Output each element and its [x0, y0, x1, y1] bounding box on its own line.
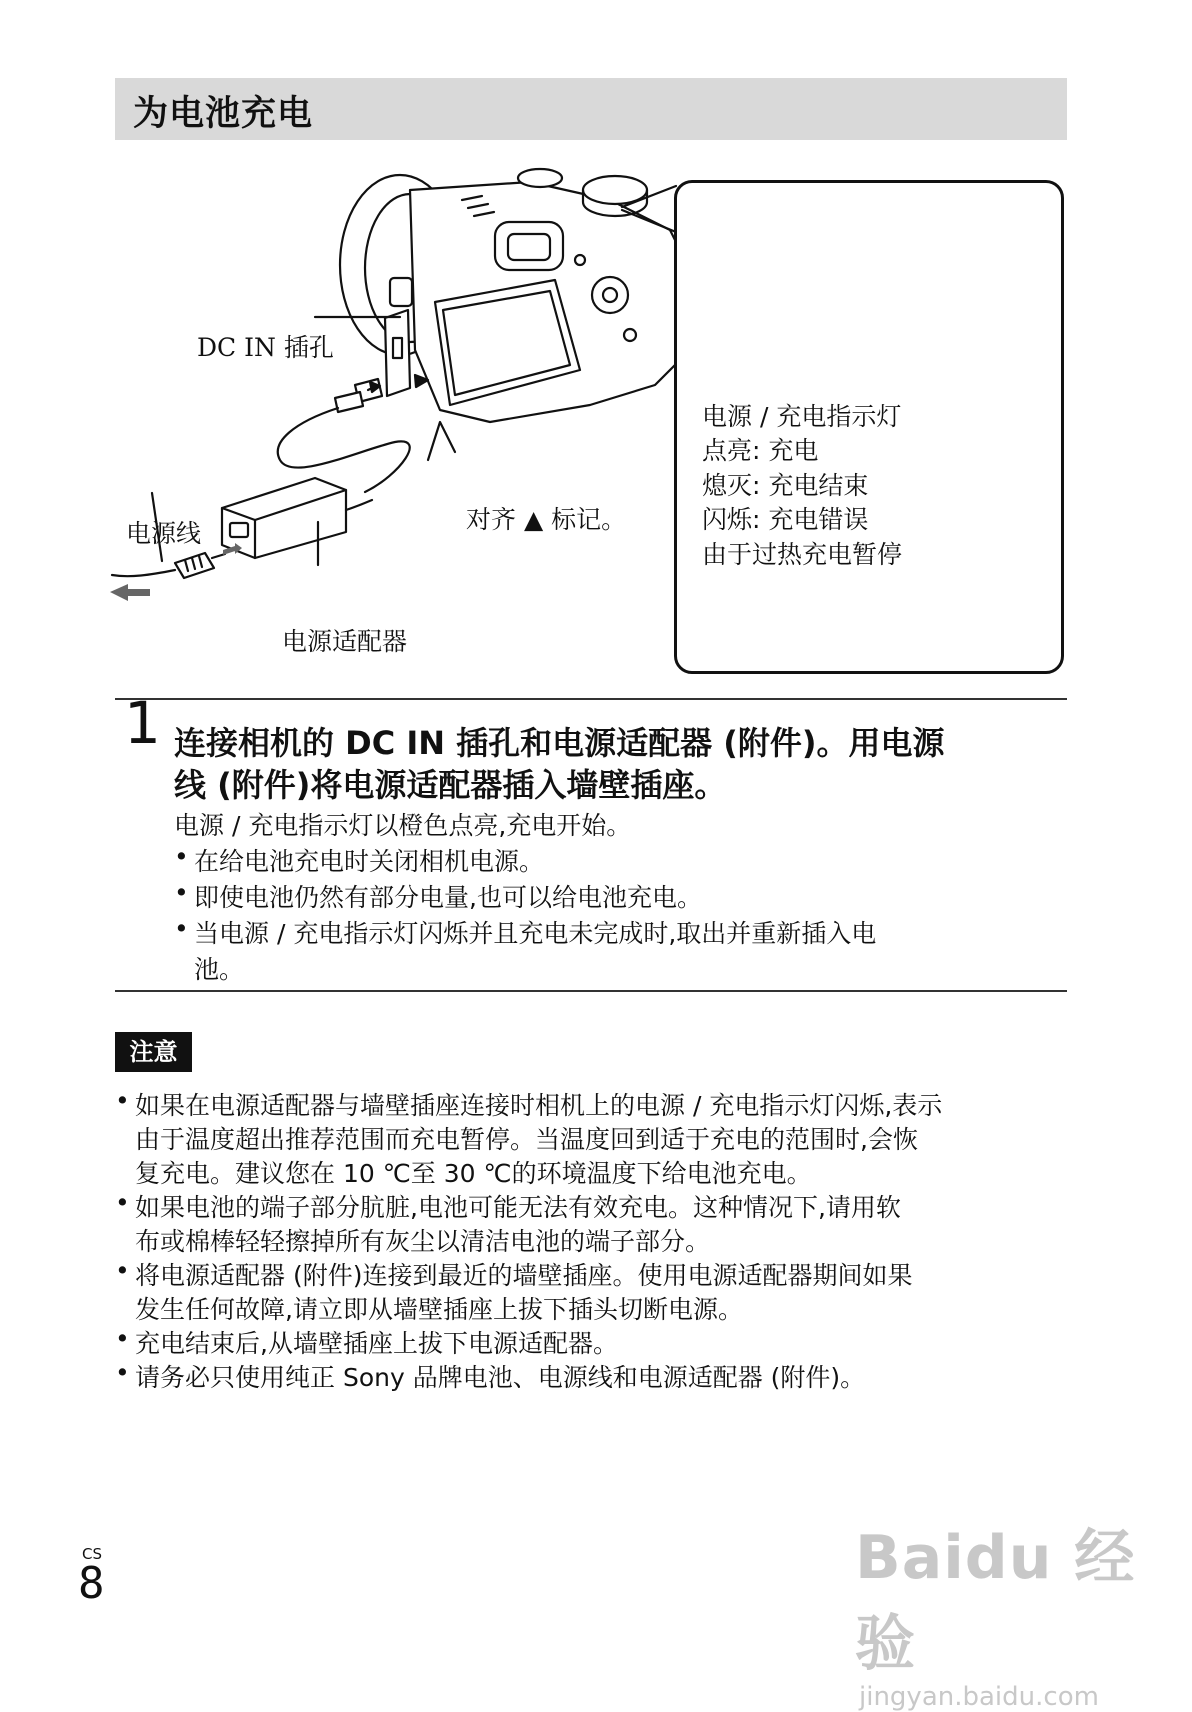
callout-line: 由于过热充电暂停: [702, 540, 903, 569]
page-language-tag: CS: [82, 1545, 102, 1563]
label-align-mark: 对齐 ▲ 标记。: [466, 505, 627, 534]
step-description: 电源 / 充电指示灯以橙色点亮,充电开始。: [174, 811, 632, 840]
note-line: 充电结束后,从墙壁插座上拔下电源适配器。: [135, 1329, 618, 1358]
note-line: 布或棉棒轻轻擦掉所有灰尘以清洁电池的端子部分。: [135, 1227, 711, 1256]
label-power-adapter: 电源适配器: [282, 627, 408, 656]
step-number: 1: [124, 689, 161, 757]
note-line: 复充电。建议您在 10 ℃至 30 ℃的环境温度下给电池充电。: [135, 1159, 812, 1188]
bullet-dot: •: [174, 842, 189, 871]
bullet-dot: •: [174, 914, 189, 943]
baidu-watermark: [855, 1510, 1192, 1712]
step-divider-bottom: [115, 990, 1067, 992]
note-badge: 注意: [115, 1032, 192, 1072]
step-heading-line: 连接相机的 DC IN 插孔和电源适配器 (附件)。用电源: [174, 724, 945, 762]
label-power-cord: 电源线: [126, 519, 202, 548]
page-number: 8: [78, 1558, 105, 1609]
callout-line: 点亮: 充电: [702, 436, 819, 465]
note-line: 请务必只使用纯正 Sony 品牌电池、电源线和电源适配器 (附件)。: [135, 1363, 866, 1392]
bullet-dot: •: [115, 1086, 130, 1115]
label-dc-in-jack: DC IN 插孔: [197, 333, 334, 362]
bullet-dot: •: [115, 1256, 130, 1285]
bullet-dot: •: [115, 1358, 130, 1387]
step-bullet-line: 当电源 / 充电指示灯闪烁并且充电未完成时,取出并重新插入电: [194, 919, 877, 948]
note-line: 由于温度超出推荐范围而充电暂停。当温度回到适于充电的范围时,会恢: [135, 1125, 918, 1154]
note-line: 发生任何故障,请立即从墙壁插座上拔下插头切断电源。: [135, 1295, 743, 1324]
page-title: 为电池充电: [133, 94, 314, 134]
bullet-dot: •: [115, 1188, 130, 1217]
inset-backdrop: [686, 190, 1046, 360]
step-bullet-line: 即使电池仍然有部分电量,也可以给电池充电。: [194, 883, 702, 912]
note-line: 如果电池的端子部分肮脏,电池可能无法有效充电。这种情况下,请用软: [135, 1193, 901, 1222]
step-divider-top: [115, 698, 1067, 700]
watermark-url: jingyan.baidu.com: [859, 1682, 1099, 1712]
note-line: 将电源适配器 (附件)连接到最近的墙壁插座。使用电源适配器期间如果: [135, 1261, 913, 1290]
step-bullet-line: 在给电池充电时关闭相机电源。: [194, 847, 545, 876]
step-bullet-line: 池。: [194, 955, 245, 984]
step-heading-line: 线 (附件)将电源适配器插入墙壁插座。: [174, 766, 727, 804]
bullet-dot: •: [174, 878, 189, 907]
note-line: 如果在电源适配器与墙壁插座连接时相机上的电源 / 充电指示灯闪烁,表示: [135, 1091, 943, 1120]
bullet-dot: •: [115, 1324, 130, 1353]
callout-line: 电源 / 充电指示灯: [702, 402, 902, 431]
watermark-logo-text: Baidu 经验: [855, 1523, 1136, 1679]
callout-line: 熄灭: 充电结束: [702, 471, 869, 500]
callout-line: 闪烁: 充电错误: [702, 505, 869, 534]
